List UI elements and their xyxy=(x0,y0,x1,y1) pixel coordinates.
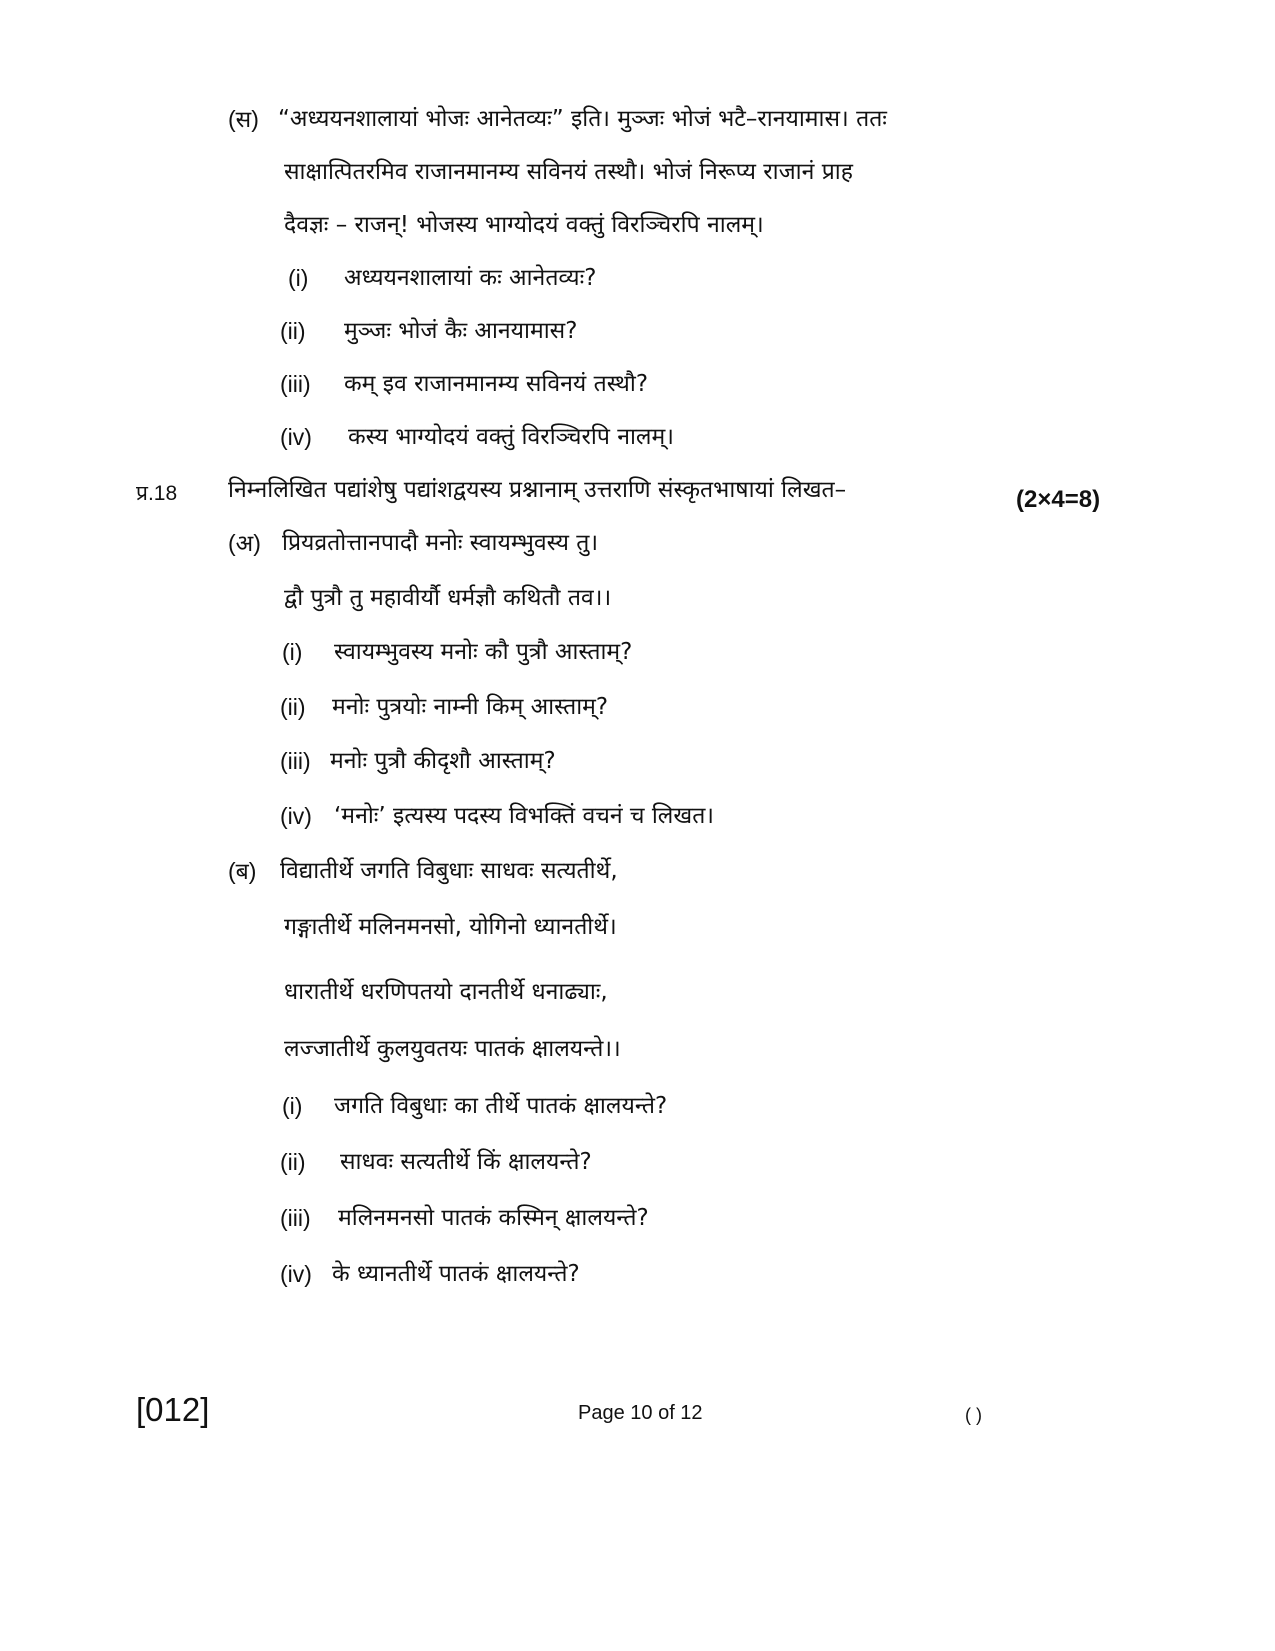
sa-q3-text: कम् इव राजानमानम्य सविनयं तस्थौ? xyxy=(344,371,649,397)
b-q2-text: साधवः सत्यतीर्थे किं क्षालयन्ते? xyxy=(340,1149,592,1175)
question-instruction: निम्नलिखित पद्यांशेषु पद्यांशद्वयस्य प्रश्नानाम् उत्तराणि संस्कृतभाषायां लिखत– xyxy=(228,477,847,503)
b-q3-num: (iii) xyxy=(280,1205,311,1231)
a-q2-num: (ii) xyxy=(280,694,306,720)
section-b-verse-4: लज्जातीर्थे कुलयुवतयः पातकं क्षालयन्ते।। xyxy=(284,1036,621,1062)
b-q4-text: के ध्यानतीर्थे पातकं क्षालयन्ते? xyxy=(332,1261,580,1287)
section-b-verse-2: गङ्गातीर्थे मलिनमनसो, योगिनो ध्यानतीर्थे। xyxy=(284,914,617,940)
sa-q2-text: मुञ्जः भोजं कैः आनयामास? xyxy=(344,318,578,344)
a-q4-text: ‘मनोः’ इत्यस्य पदस्य विभक्तिं वचनं च लिखत। xyxy=(334,803,715,829)
a-q2-text: मनोः पुत्रयोः नाम्नी किम् आस्ताम्? xyxy=(332,694,609,720)
paper-code: [012] xyxy=(136,1391,210,1428)
b-q4-num: (iv) xyxy=(280,1261,312,1287)
b-q3-text: मलिनमनसो पातकं कस्मिन् क्षालयन्ते? xyxy=(338,1205,649,1231)
sa-q1-text: अध्ययनशालायां कः आनेतव्यः? xyxy=(344,265,597,291)
sa-q4-text: कस्य भाग्योदयं वक्तुं विरञ्चिरपि नालम्। xyxy=(348,424,674,450)
page-number: Page 10 of 12 xyxy=(578,1402,703,1424)
b-q1-num: (i) xyxy=(282,1093,303,1119)
a-q1-text: स्वायम्भुवस्य मनोः कौ पुत्रौ आस्ताम्? xyxy=(334,639,633,665)
a-q1-num: (i) xyxy=(282,639,303,665)
section-a-verse-2: द्वौ पुत्रौ तु महावीर्यौ धर्मज्ञौ कथितौ तव।। xyxy=(284,585,612,611)
sa-q2-num: (ii) xyxy=(280,318,306,344)
a-q3-text: मनोः पुत्रौ कीदृशौ आस्ताम्? xyxy=(330,748,556,774)
section-sa-label: (स) xyxy=(228,106,259,132)
b-q2-num: (ii) xyxy=(280,1149,306,1175)
section-sa-line-1: “अध्ययनशालायां भोजः आनेतव्यः” इति। मुञ्जः भोजं भटै–रानयामास। ततः xyxy=(278,106,887,132)
footer-parentheses: ( ) xyxy=(965,1405,982,1425)
section-a-label: (अ) xyxy=(228,530,261,556)
section-b-label: (ब) xyxy=(228,858,257,884)
sa-q4-num: (iv) xyxy=(280,424,312,450)
sa-q3-num: (iii) xyxy=(280,371,311,397)
a-q4-num: (iv) xyxy=(280,803,312,829)
a-q3-num: (iii) xyxy=(280,748,311,774)
marks-allocation: (2×4=8) xyxy=(1016,486,1101,513)
question-number: प्र.18 xyxy=(136,482,178,505)
section-b-verse-3: धारातीर्थे धरणिपतयो दानतीर्थे धनाढ्याः, xyxy=(284,979,608,1005)
sa-q1-num: (i) xyxy=(288,265,309,291)
b-q1-text: जगति विबुधाः का तीर्थे पातकं क्षालयन्ते? xyxy=(334,1093,668,1119)
section-a-verse-1: प्रियव्रतोत्तानपादौ मनोः स्वायम्भुवस्य तु। xyxy=(282,530,599,556)
section-sa-line-2: साक्षात्पितरमिव राजानमानम्य सविनयं तस्थौ। भोजं निरूप्य राजानं प्राह xyxy=(284,159,853,185)
section-b-verse-1: विद्यातीर्थे जगति विबुधाः साधवः सत्यतीर्थे, xyxy=(280,858,618,884)
section-sa-line-3: दैवज्ञः – राजन्! भोजस्य भाग्योदयं वक्तुं विरञ्चिरपि नालम्। xyxy=(284,212,764,238)
